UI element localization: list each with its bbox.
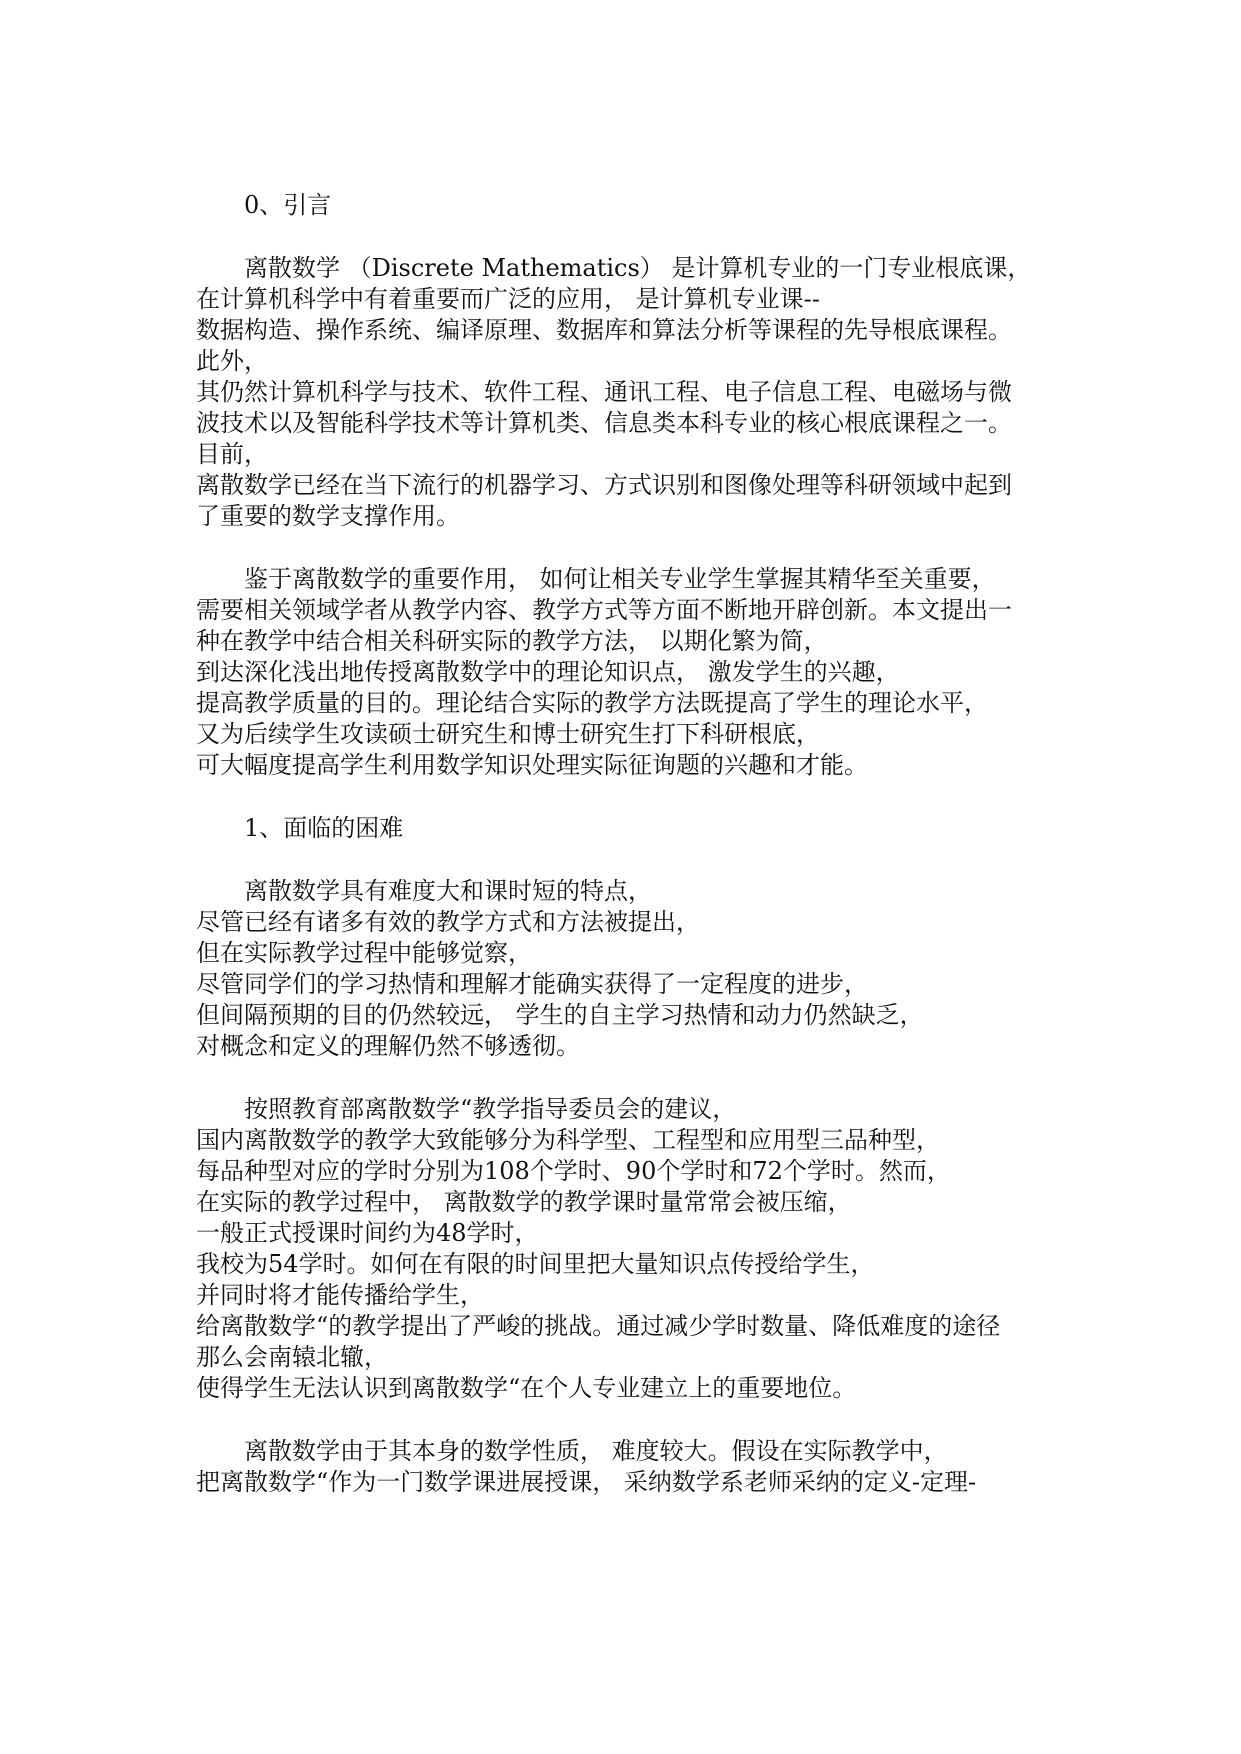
paragraph-intro-1 (196, 253, 1076, 532)
paragraph-line: 了重要的数学支撑作用。 (196, 502, 460, 530)
paragraph-line: 我校为54学时。如何在有限的时间里把大量知识点传授给学生， (196, 1250, 875, 1278)
paragraph-difficulty-3 (196, 1436, 1076, 1498)
paragraph-line: 可大幅度提高学生利用数学知识处理实际征询题的兴趣和才能。 (196, 751, 868, 779)
paragraph-line: 但间隔预期的目的仍然较远， 学生的自主学习热情和动力仍然缺乏， (196, 1001, 924, 1029)
paragraph-line: 把离散数学“作为一门数学课进展授课， 采纳数学系老师采纳的定义-定理- (196, 1468, 977, 1496)
paragraph-line: 一般正式授课时间约为48学时， (196, 1219, 539, 1247)
heading-text: 0、引言 (244, 191, 332, 219)
paragraph-difficulty-2 (196, 1094, 1076, 1404)
paragraph-line: 数据构造、操作系统、编译原理、数据库和算法分析等课程的先导根底课程。 (196, 316, 1012, 344)
heading-introduction (196, 190, 1076, 221)
paragraph-difficulty-1 (196, 876, 1076, 1062)
paragraph-line: 其仍然计算机科学与技术、软件工程、通讯工程、电子信息工程、电磁场与微 (196, 378, 1012, 406)
paragraph-intro-2 (196, 564, 1076, 781)
paragraph-line: 波技术以及智能科学技术等计算机类、信息类本科专业的核心根底课程之一。 (196, 409, 1012, 437)
paragraph-line: 给离散数学“的教学提出了严峻的挑战。通过减少学时数量、降低难度的途径 (196, 1312, 1001, 1340)
paragraph-line: 鉴于离散数学的重要作用， 如何让相关专业学生掌握其精华至关重要， (244, 565, 996, 593)
paragraph-line: 离散数学具有难度大和课时短的特点， (244, 877, 652, 905)
paragraph-line: 尽管同学们的学习热情和理解才能确实获得了一定程度的进步， (196, 970, 868, 998)
paragraph-line: 离散数学 （Discrete Mathematics） 是计算机专业的一门专业根底课， (244, 254, 1032, 282)
paragraph-line: 提高教学质量的目的。理论结合实际的教学方法既提高了学生的理论水平， (196, 689, 988, 717)
paragraph-line: 每品种型对应的学时分别为108个学时、90个学时和72个学时。然而， (196, 1157, 951, 1185)
heading-text: 1、面临的困难 (244, 814, 404, 842)
paragraph-line: 又为后续学生攻读硕士研究生和博士研究生打下科研根底， (196, 720, 820, 748)
paragraph-line: 在实际的教学过程中， 离散数学的教学课时量常常会被压缩， (196, 1188, 852, 1216)
paragraph-line: 国内离散数学的教学大致能够分为科学型、工程型和应用型三品种型， (196, 1126, 940, 1154)
paragraph-line: 尽管已经有诸多有效的教学方式和方法被提出， (196, 908, 700, 936)
paragraph-line: 到达深化浅出地传授离散数学中的理论知识点， 激发学生的兴趣， (196, 658, 900, 686)
paragraph-line: 并同时将才能传播给学生， (196, 1281, 484, 1309)
heading-difficulty (196, 813, 1076, 844)
paragraph-line: 在计算机科学中有着重要而广泛的应用， 是计算机专业课-- (196, 285, 820, 313)
document-body (196, 190, 1076, 1530)
paragraph-line: 离散数学已经在当下流行的机器学习、方式识别和图像处理等科研领域中起到 (196, 471, 1012, 499)
paragraph-line: 此外， (196, 347, 268, 375)
paragraph-line: 但在实际教学过程中能够觉察， (196, 939, 532, 967)
paragraph-line: 目前， (196, 440, 268, 468)
paragraph-line: 那么会南辕北辙， (196, 1343, 388, 1371)
paragraph-line: 按照教育部离散数学“教学指导委员会的建议， (244, 1095, 737, 1123)
paragraph-line: 需要相关领域学者从教学内容、教学方式等方面不断地开辟创新。本文提出一 (196, 596, 1012, 624)
paragraph-line: 使得学生无法认识到离散数学“在个人专业建立上的重要地位。 (196, 1374, 857, 1402)
paragraph-line: 对概念和定义的理解仍然不够透彻。 (196, 1032, 580, 1060)
paragraph-line: 种在教学中结合相关科研实际的教学方法， 以期化繁为简， (196, 627, 828, 655)
paragraph-line: 离散数学由于其本身的数学性质， 难度较大。假设在实际教学中， (244, 1437, 948, 1465)
